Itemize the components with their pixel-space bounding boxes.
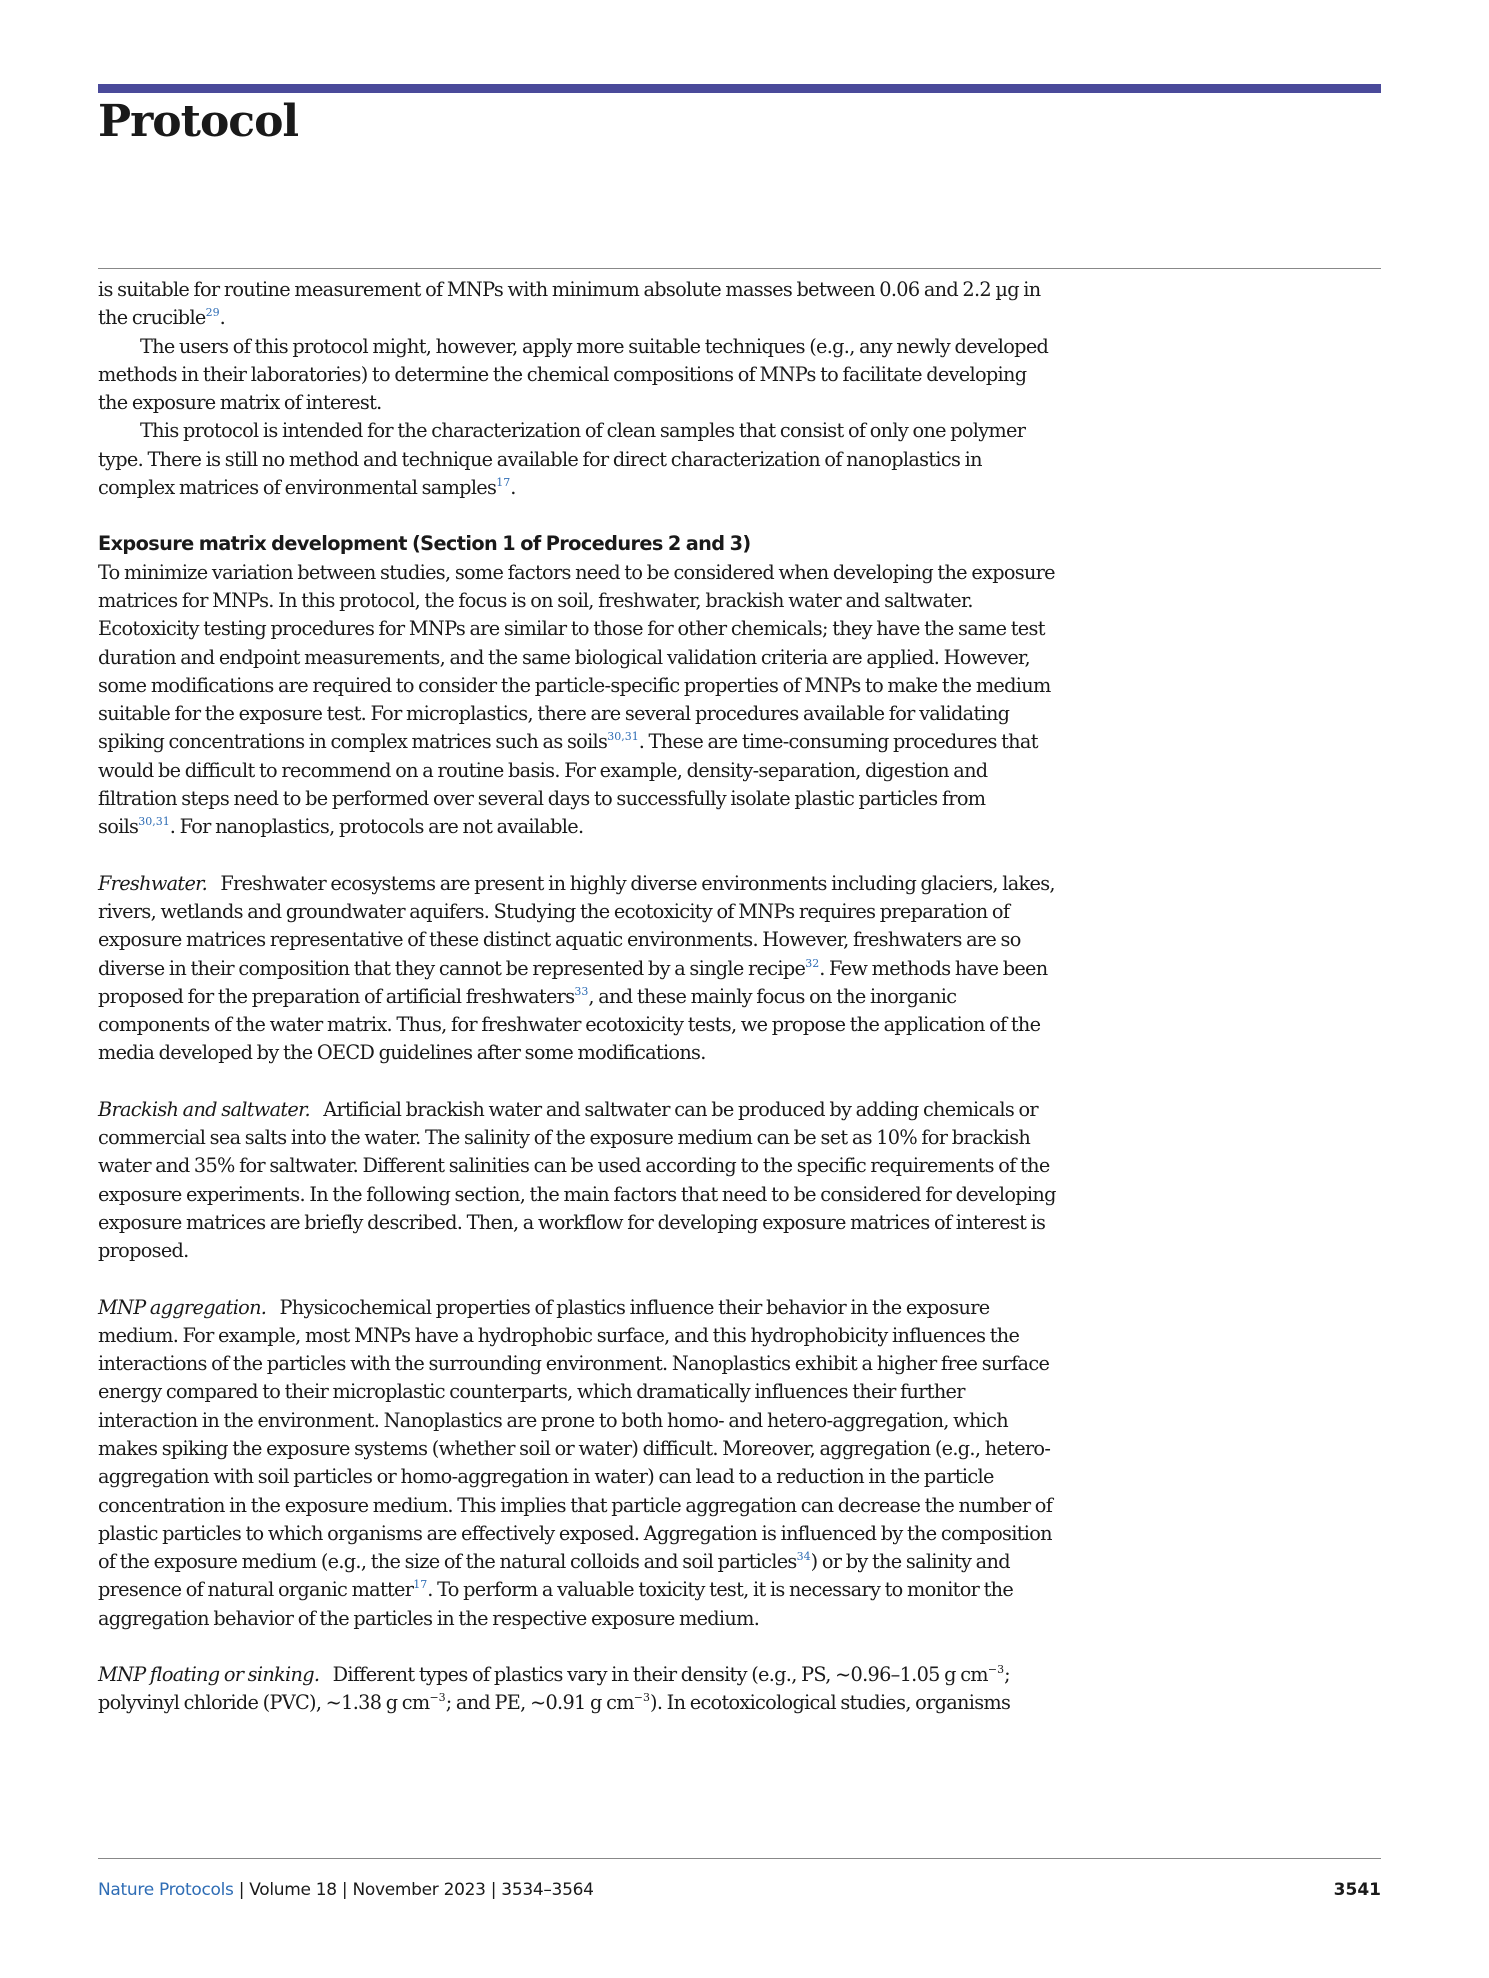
doc-type-title: Protocol [98, 96, 299, 147]
intro-paragraph-3 [98, 417, 1058, 502]
text: . [510, 476, 516, 500]
text: . [219, 306, 226, 330]
text: ; polyvinyl chloride (PVC), ~1.38 g cm [98, 1663, 1010, 1715]
text: Different types of plastics vary in their density (e.g., PS, ~0.96–1.05 g cm [332, 1663, 988, 1687]
journal-link[interactable]: Nature Protocols [98, 1880, 234, 1900]
exponent: −3 [429, 1691, 446, 1705]
citation-link[interactable]: 30,31 [607, 730, 639, 744]
citation-link[interactable]: 17 [413, 1578, 428, 1592]
text: This protocol is intended for the characterization of clean samples that consist of only one polymer type. There is still no method and technique available for direct characterization of nanoplastics in complex matrices of environmental samples [98, 419, 1026, 500]
text: . For nanoplastics, protocols are not available. [169, 815, 584, 839]
citation-link[interactable]: 33 [574, 984, 589, 998]
section-heading: Exposure matrix development (Section 1 of Procedures 2 and 3) [98, 532, 751, 556]
footer-citation [98, 1880, 594, 1900]
page-number: 3541 [1333, 1880, 1381, 1900]
text: ). In ecotoxicological studies, organisms [650, 1691, 1011, 1715]
text: , and these mainly focus on the inorganic components of the water matrix. Thus, for freshwater ecotoxicity tests, we propose the application of the media developed by the OECD guidelines after some modifications. [98, 984, 1041, 1065]
subsection-title: MNP aggregation. [98, 1295, 267, 1319]
text: To minimize variation between studies, some factors need to be considered when developing the exposure matrices for MNPs. In this protocol, the focus is on soil, freshwater, brackish water and saltwater. Ecotoxicity testing procedures for MNPs are similar to those for other chemicals; they have the same test duration and endpoint measurements, and the same biological validation criteria are applied. However, some modifications are required to consider the particle-specific properties of MNPs to make the medium suitable for the exposure test. For microplastics, there are several procedures available for validating spiking concentrations in complex matrices such as soils [98, 560, 1055, 754]
citation-link[interactable]: 30,31 [138, 815, 170, 829]
citation-link[interactable]: 34 [796, 1550, 811, 1564]
section-paragraph [98, 559, 1058, 842]
brackish-paragraph [98, 1096, 1058, 1266]
subsection-title: Freshwater. [98, 871, 208, 895]
text: ) or by the salinity and presence of natural organic matter [98, 1550, 1010, 1602]
header-bar [98, 84, 1381, 93]
floating-paragraph [98, 1661, 1058, 1718]
aggregation-paragraph [98, 1294, 1058, 1634]
citation-link[interactable]: 29 [205, 306, 220, 320]
freshwater-paragraph [98, 870, 1058, 1068]
text: . These are time-consuming procedures that would be difficult to recommend on a routine basis. For example, density-separation, digestion and filtration steps need to be performed over several days to successfully isolate plastic particles from soils [98, 730, 1038, 839]
exponent: −3 [987, 1663, 1005, 1677]
text: Artificial brackish water and saltwater can be produced by adding chemicals or commercial sea salts into the water. The salinity of the exposure medium can be set as 10% for brackish water and 35% for saltwater. Different salinities can be used according to the specific requirements of the exposure experiments. In the following section, the main factors that need to be considered for developing exposure matrices are briefly described. Then, a workflow for developing exposure matrices of interest is proposed. [98, 1097, 1056, 1263]
subsection-title: Brackish and saltwater. [98, 1097, 310, 1121]
footer-rule [98, 1858, 1381, 1859]
header-rule [98, 268, 1381, 269]
article-body [98, 276, 1058, 1718]
exponent: −3 [633, 1691, 650, 1705]
text: . To perform a valuable toxicity test, it is necessary to monitor the aggregation behavior of the particles in the respective exposure medium. [98, 1578, 1014, 1630]
text: . Few methods have been proposed for the preparation of artificial freshwaters [98, 956, 1048, 1008]
text: ; and PE, ~0.91 g cm [445, 1691, 634, 1715]
text: Freshwater ecosystems are present in highly diverse environments including glaciers, lakes, rivers, wetlands and groundwater aquifers. Studying the ecotoxicity of MNPs requires preparation of exposure matrices representative of these distinct aquatic environments. However, freshwaters are so diverse in their composition that they cannot be represented by a single recipe [98, 871, 1055, 980]
subsection-title: MNP floating or sinking. [98, 1663, 320, 1687]
intro-paragraph-2: The users of this protocol might, however, apply more suitable techniques (e.g., any newly developed methods in their laboratories) to determine the chemical compositions of MNPs to facilitate developing the exposure matrix of interest. [98, 334, 1049, 415]
issue-details: | Volume 18 | November 2023 | 3534–3564 [233, 1880, 594, 1900]
citation-link[interactable]: 17 [496, 476, 511, 490]
citation-link[interactable]: 32 [805, 956, 820, 970]
text: is suitable for routine measurement of MNPs with minimum absolute masses between 0.06 and 2.2 µg in the crucible [98, 278, 1041, 330]
intro-paragraph-1 [98, 276, 1058, 333]
text: Physicochemical properties of plastics influence their behavior in the exposure medium. For example, most MNPs have a hydrophobic surface, and this hydrophobicity influences the interactions of the particles with the surrounding environment. Nanoplastics exhibit a higher free surface energy compared to their microplastic counterparts, which dramatically influences their further interaction in the environment. Nanoplastics are prone to both homo- and hetero-aggregation, which makes spiking the exposure systems (whether soil or water) difficult. Moreover, aggregation (e.g., hetero-aggregation with soil particles or homo-aggregation in water) can lead to a reduction in the particle concentration in the exposure medium. This implies that particle aggregation can decrease the number of plastic particles to which organisms are effectively exposed. Aggregation is influenced by the composition of the exposure medium (e.g., the size of the natural colloids and soil particles [98, 1295, 1053, 1574]
